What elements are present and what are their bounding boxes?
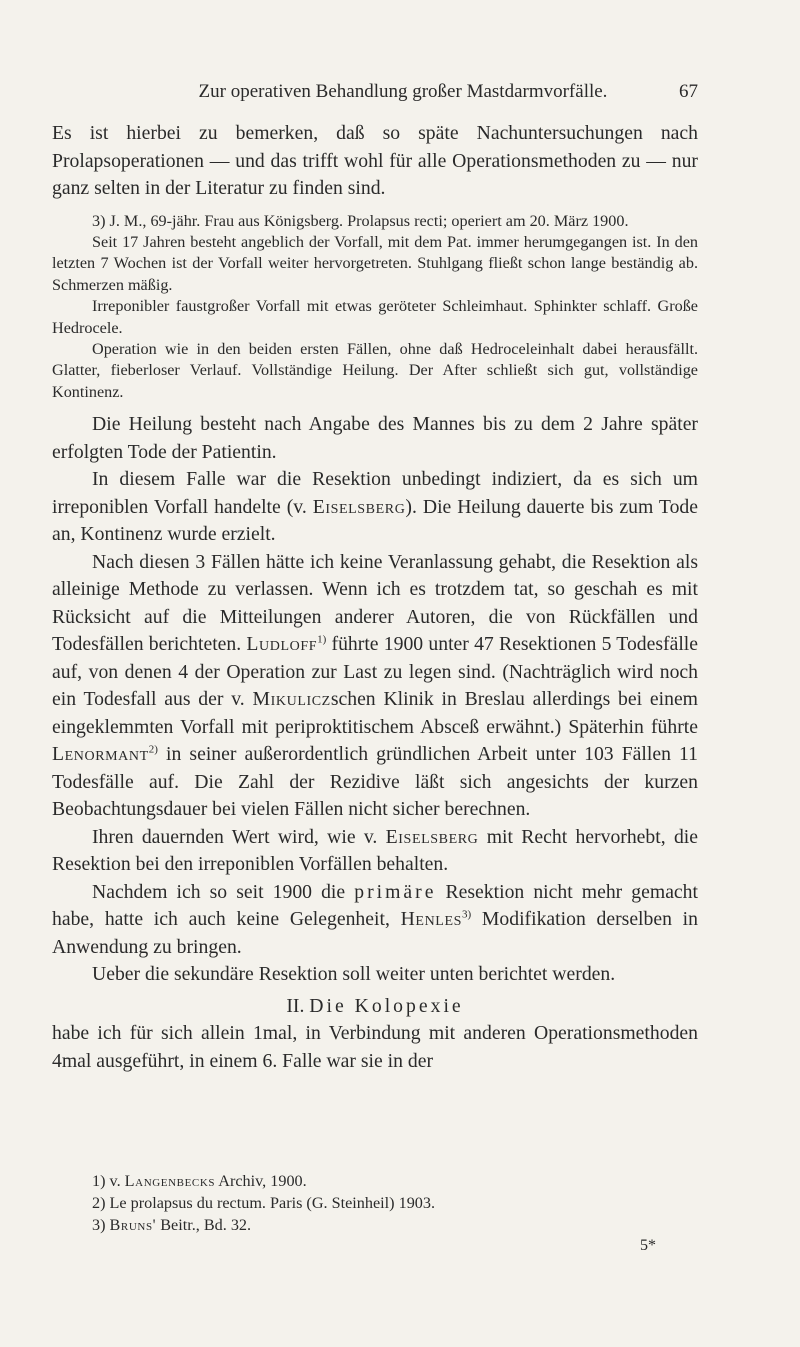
page-body [52, 120, 698, 1075]
section-heading [52, 993, 698, 1021]
case-history: Seit 17 Jahren besteht angeblich der Vorfall, mit dem Pat. immer herumgegangen ist. In den letzten 7 Wochen ist der Vorfall weiter hervorgetreten. Stuhlgang fließt schon lange beständig ab. Schmerzen mäßig. [52, 232, 698, 294]
page-number: 67 [679, 81, 698, 102]
text-segment: Nach diesen 3 Fällen hätte ich keine Veranlassung gehabt, die Resektion als alleinige Methode zu verlassen. Wenn ich es trotzdem tat, so geschah es mit Rücksicht auf die Mitteilungen anderer Autoren, die von Rückfällen und Todesfällen berichteten. [52, 550, 698, 656]
text-segment: schen Klinik in Breslau allerdings bei einem eingeklemmten Vorfall mit periproktitischem Absceß erwähnt.) Späterhin führte [52, 688, 698, 738]
paragraph-indication [52, 466, 698, 549]
section-title: Die Kolopexie [309, 994, 464, 1017]
emphasized-word: primäre [354, 880, 437, 903]
footnote-number: 1) [92, 1172, 106, 1190]
footnote-3 [92, 1214, 698, 1236]
case-title: 3) J. M., 69-jähr. Frau aus Königsberg. Prolapsus recti; operiert am 20. März 1900. [92, 211, 629, 230]
footnote-text: v. [109, 1172, 121, 1190]
paragraph-other-authors [52, 549, 698, 824]
text-segment: Ihren dauernden Wert wird, wie v. [92, 825, 378, 848]
footnote-ref: 2) [148, 743, 158, 756]
paragraph-secondary-resection: Ueber die sekundäre Resektion soll weiter unten berichtet werden. [92, 963, 616, 986]
case-findings: Irreponibler faustgroßer Vorfall mit etwas geröteter Schleimhaut. Sphinkter schlaff. Große Hedrocele. [52, 297, 698, 337]
author-name: Langenbecks [124, 1172, 216, 1190]
text-segment: Modifikation derselben in Anwendung zu bringen. [52, 908, 698, 958]
author-name: Eiselsberg [312, 495, 406, 518]
author-name: Lenormant [52, 743, 149, 766]
signature-mark: 5* [640, 1237, 656, 1254]
footnotes [92, 1170, 698, 1236]
footnote-ref: 1) [317, 633, 327, 646]
author-name: Ludloff [246, 633, 318, 656]
footnote-ref: 3) [461, 908, 472, 921]
footnote-text: Archiv, 1900. [218, 1172, 307, 1190]
text-segment: mit Recht hervorhebt, die Resektion bei den irreponiblen Vorfällen behalten. [52, 825, 699, 876]
footnote-number: 2) [92, 1194, 106, 1212]
footnote-number: 3) [92, 1216, 106, 1234]
author-name: Mikulicz [252, 688, 331, 711]
intro-paragraph: Es ist hierbei zu bemerken, daß so späte Nachuntersuchungen nach Prolapsoperationen — und das trifft wohl für alle Operationsmethoden zu — nur ganz selten in der Literatur zu finden sind. [52, 122, 698, 199]
author-name: Bruns' [109, 1216, 157, 1234]
text-segment: in seiner außerordentlich gründlichen Arbeit unter 103 Fällen 11 Todesfälle auf. Die Zahl der Rezidive läßt sich angesichts der kurzen Beobachtungsdauer bei vielen Fällen nicht sicher berechnen. [52, 743, 698, 821]
case-operation: Operation wie in den beiden ersten Fällen, ohne daß Hedroceleinhalt dabei herausfällt. Glatter, fieberloser Verlauf. Vollständige Heilung. Der After schließt sich gut, vollständige Kontinenz. [52, 339, 698, 401]
paragraph-healing: Die Heilung besteht nach Angabe des Mannes bis zu dem 2 Jahre später erfolgten Tode der Patientin. [52, 413, 698, 463]
text-segment: ). Die Heilung dauerte bis zum Tode an, Kontinenz wurde erzielt. [52, 495, 698, 546]
section-text: habe ich für sich allein 1mal, in Verbindung mit anderen Operationsmethoden 4mal ausgeführt, in einem 6. Falle war sie in der [52, 1022, 698, 1072]
text-segment: In diesem Falle war die Resektion unbedingt indiziert, da es sich um irreponiblen Vorfall handelte (v. [52, 468, 698, 518]
text-segment: Nachdem ich so seit 1900 die [92, 880, 346, 903]
case-report [52, 211, 698, 404]
text-segment: Resektion nicht mehr gemacht habe, hatte ich auch keine Gelegenheit, [52, 880, 698, 931]
author-name: Henles [400, 908, 462, 931]
running-title: Zur operativen Behandlung großer Mastdarmvorfälle. [198, 81, 608, 102]
footnote-text: Le prolapsus du rectum. Paris (G. Steinheil) 1903. [109, 1194, 436, 1212]
footnote-1 [92, 1170, 698, 1192]
paragraph-value [52, 824, 698, 879]
footnote-text: Beitr., Bd. 32. [160, 1216, 252, 1234]
paragraph-primary-resection [52, 879, 698, 962]
section-number: II. [286, 994, 305, 1017]
author-name: Eiselsberg [385, 825, 479, 848]
text-segment: führte 1900 unter 47 Resektionen 5 Todesfälle auf, von denen 4 der Operation zur Last zu legen sind. (Nachträglich wird noch ein Todesfall aus der v. [52, 633, 699, 711]
footnote-2 [92, 1192, 698, 1214]
